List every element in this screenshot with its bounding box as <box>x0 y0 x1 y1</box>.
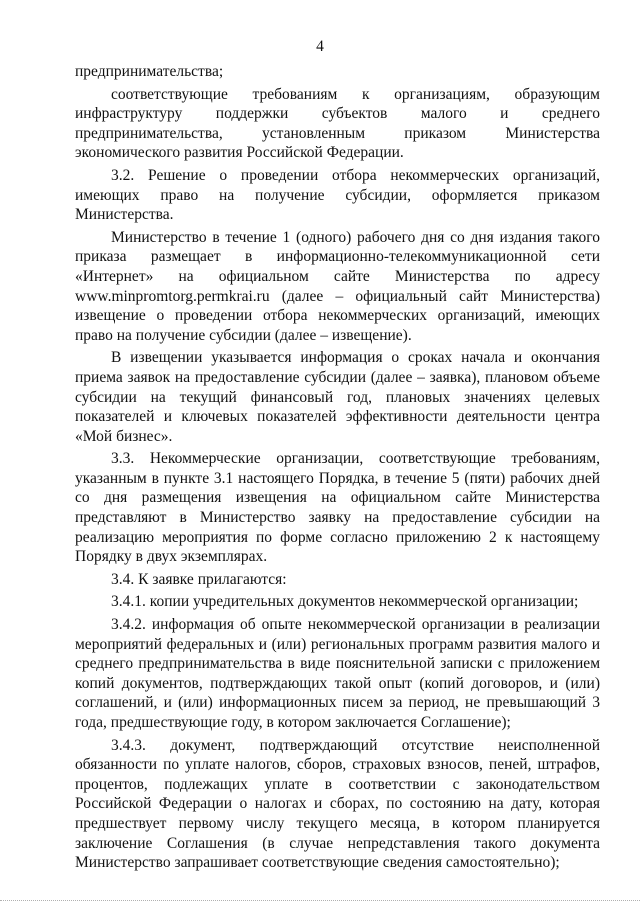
paragraph-3-2: 3.2. Решение о проведении отбора некоммерческих организаций, имеющих право на получение субсидии, оформляется приказом Министерства. <box>75 166 600 224</box>
paragraph-3-4-1: 3.4.1. копии учредительных документов некоммерческой организации; <box>111 593 579 611</box>
document-body <box>75 62 600 876</box>
paragraph-1: предпринимательства; <box>75 63 224 80</box>
paragraph-3-4-3: 3.4.3. документ, подтверждающий отсутствие неисполненной обязанности по уплате налогов, сборов, страховых взносов, пеней, штрафов, процентов, подлежащих уплате в соответствии с законодательством Российской Федерации о налогах и сборах, по состоянию на дату, которая предшествует первому числу текущего месяца, в котором планируется заключение Соглашения (в случае непредставления такого документа Министерство запрашивает соответствующие сведения самостоятельно); <box>75 736 600 872</box>
page-number: 4 <box>316 38 324 55</box>
paragraph-3-4-2: 3.4.2. информация об опыте некоммерческой организации в реализации мероприятий федеральных и (или) региональных программ развития малого и среднего предпринимательства в виде пояснительной записки с приложением копий документов, подтверждающих такой опыт (копий договоров, и (или) соглашений, и (или) информационных писем за период, не превышающий 3 года, предшествующие году, в котором заключается Соглашение); <box>75 616 600 731</box>
paragraph-ministry-notice: Министерство в течение 1 (одного) рабочего дня со дня издания такого приказа размещает в информационно-телекоммуникационной сети «Интернет» на официальном сайте Министерства по адресу www.minpromtorg.permkrai.ru (далее – официальный сайт Министерства) извещение о проведении отбора некоммерческих организаций, имеющих право на получение субсидии (далее – извещение). <box>75 228 600 344</box>
paragraph-notice-info: В извещении указывается информация о сроках начала и окончания приема заявок на предоставление субсидии (далее – заявка), плановом объеме субсидии на текущий финансовый год, плановых значениях целевых показателей и ключевых показателей эффективности деятельности центра «Мой бизнес». <box>75 349 600 445</box>
paragraph-3-4: 3.4. К заявке прилагаются: <box>111 570 287 588</box>
paragraph-2: соответствующие требованиям к организациям, образующим инфраструктуру поддержки субъектов малого и среднего предпринимательства, установленным приказом Министерства экономического развития Российской Федерации. <box>75 85 600 162</box>
paragraph-3-3: 3.3. Некоммерческие организации, соответствующие требованиям, указанным в пункте 3.1 настоящего Порядка, в течение 5 (пяти) рабочих дней со дня размещения извещения на официальном сайте Министерства представляют в Министерство заявку на предоставление субсидии на реализацию мероприятия по форме согласно приложению 2 к настоящему Порядку в двух экземплярах. <box>75 450 600 566</box>
page-bottom-edge <box>0 900 640 902</box>
